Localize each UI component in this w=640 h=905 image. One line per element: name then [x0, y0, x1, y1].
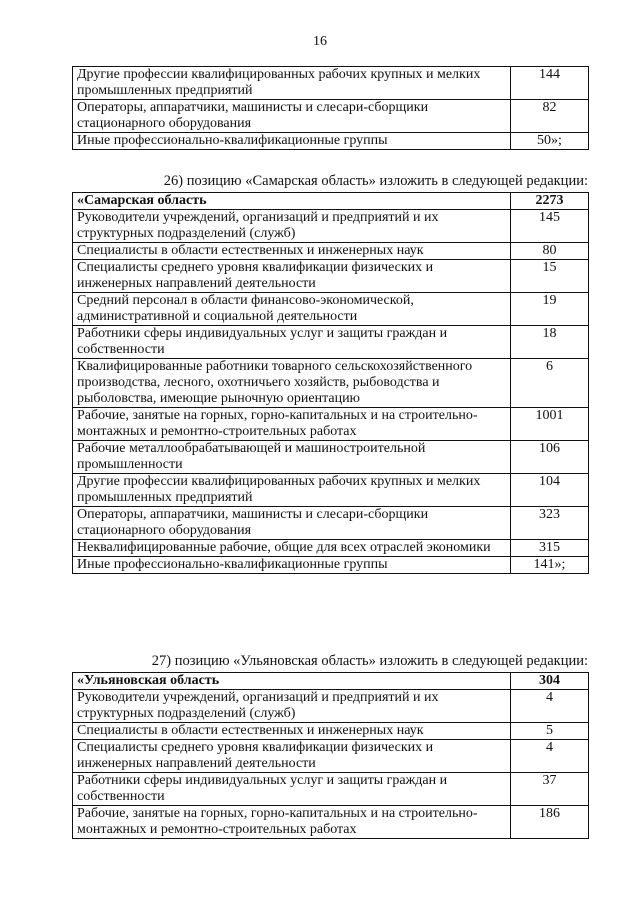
row-value: 4 [511, 690, 589, 723]
row-label: Специалисты среднего уровня квалификации физических и инженерных направлений деятельности [73, 740, 511, 773]
row-label: Рабочие, занятые на горных, горно-капитальных и на строительно-монтажных и ремонтно-строительных работах [73, 806, 511, 839]
row-label: Рабочие, занятые на горных, горно-капитальных и на строительно-монтажных и ремонтно-строительных работах [73, 408, 511, 441]
table-header-row [73, 673, 589, 690]
row-value: 141»; [511, 557, 589, 574]
row-label: Работники сферы индивидуальных услуг и защиты граждан и собственности [73, 326, 511, 359]
row-label: Руководители учреждений, организаций и предприятий и их структурных подразделений (служб) [73, 690, 511, 723]
row-label: Другие профессии квалифицированных рабочих крупных и мелких промышленных предприятий [73, 67, 511, 100]
table-row [73, 690, 589, 723]
row-value: 6 [511, 359, 589, 408]
table-row [73, 806, 589, 839]
table-row [73, 773, 589, 806]
row-value: 106 [511, 441, 589, 474]
row-value: 80 [511, 243, 589, 260]
table-row [73, 408, 589, 441]
row-label: Специалисты среднего уровня квалификации физических и инженерных направлений деятельности [73, 260, 511, 293]
row-label: Квалифицированные работники товарного сельскохозяйственного производства, лесного, охотничьего хозяйств, рыбоводства и рыболовства, имеющие рыночную ориентацию [73, 359, 511, 408]
region-total: 2273 [511, 193, 589, 210]
samara-table [72, 192, 589, 574]
table-row [73, 326, 589, 359]
continuation-table [72, 66, 589, 150]
table-row [73, 210, 589, 243]
table-row [73, 540, 589, 557]
table-row [73, 359, 589, 408]
row-value: 1001 [511, 408, 589, 441]
table-row [73, 293, 589, 326]
row-label: Иные профессионально-квалификационные группы [73, 557, 511, 574]
table-row [73, 723, 589, 740]
table-row [73, 740, 589, 773]
page-number: 16 [313, 34, 327, 49]
row-value: 4 [511, 740, 589, 773]
table-row [73, 557, 589, 574]
row-label: Другие профессии квалифицированных рабочих крупных и мелких промышленных предприятий [73, 474, 511, 507]
row-value: 323 [511, 507, 589, 540]
row-label: Операторы, аппаратчики, машинисты и слесари-сборщики стационарного оборудования [73, 507, 511, 540]
row-value: 144 [511, 67, 589, 100]
ulyanovsk-table [72, 672, 589, 839]
row-label: Специалисты в области естественных и инженерных наук [73, 723, 511, 740]
table-row [73, 474, 589, 507]
region-name: «Самарская область [73, 193, 511, 210]
table-row [73, 67, 589, 100]
table-row [73, 243, 589, 260]
row-value: 82 [511, 100, 589, 133]
row-value: 5 [511, 723, 589, 740]
row-label: Рабочие металлообрабатывающей и машиностроительной промышленности [73, 441, 511, 474]
row-label: Операторы, аппаратчики, машинисты и слесари-сборщики стационарного оборудования [73, 100, 511, 133]
row-value: 19 [511, 293, 589, 326]
table-row [73, 133, 589, 150]
table-row [73, 441, 589, 474]
table-header-row [73, 193, 589, 210]
row-value: 50»; [511, 133, 589, 150]
row-label: Работники сферы индивидуальных услуг и защиты граждан и собственности [73, 773, 511, 806]
table-row [73, 507, 589, 540]
row-value: 15 [511, 260, 589, 293]
row-value: 315 [511, 540, 589, 557]
row-value: 104 [511, 474, 589, 507]
row-label: Специалисты в области естественных и инженерных наук [73, 243, 511, 260]
row-label: Неквалифицированные рабочие, общие для всех отраслей экономики [73, 540, 511, 557]
region-total: 304 [511, 673, 589, 690]
row-label: Руководители учреждений, организаций и предприятий и их структурных подразделений (служб) [73, 210, 511, 243]
section-27-intro: 27) позицию «Ульяновская область» изложить в следующей редакции: [151, 653, 588, 669]
row-value: 18 [511, 326, 589, 359]
row-value: 186 [511, 806, 589, 839]
table-row [73, 260, 589, 293]
row-value: 145 [511, 210, 589, 243]
table-row [73, 100, 589, 133]
row-label: Иные профессионально-квалификационные группы [73, 133, 511, 150]
section-26-intro: 26) позицию «Самарская область» изложить в следующей редакции: [163, 173, 588, 189]
region-name: «Ульяновская область [73, 673, 511, 690]
row-label: Средний персонал в области финансово-экономической, административной и социальной деятельности [73, 293, 511, 326]
row-value: 37 [511, 773, 589, 806]
